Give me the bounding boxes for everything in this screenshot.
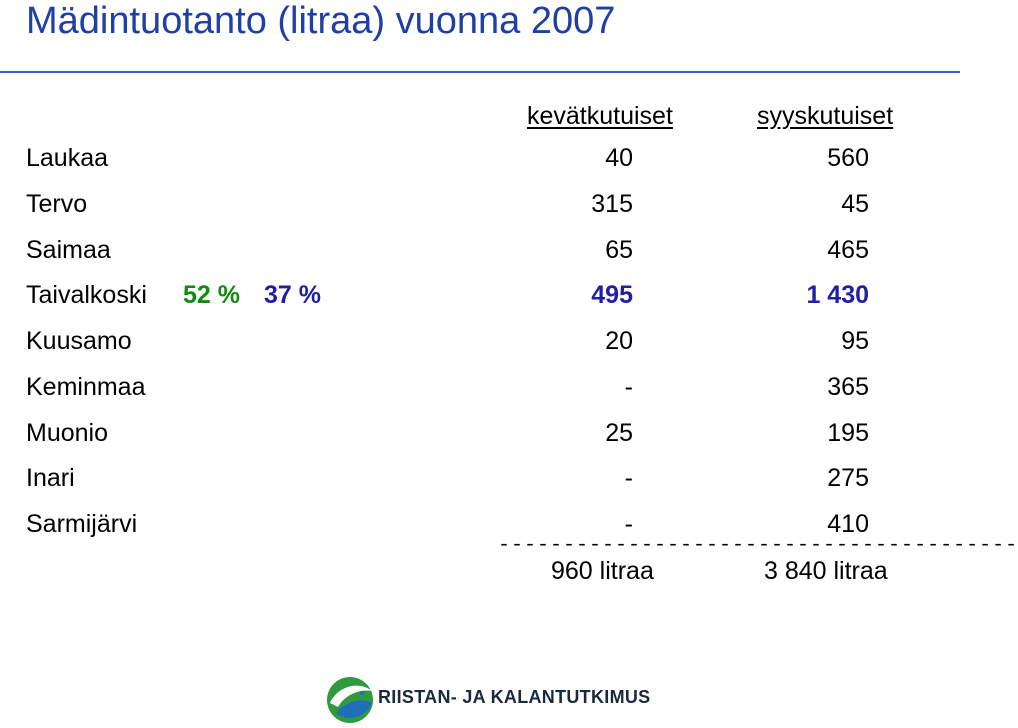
table-row-highlighted (0, 281, 960, 315)
spring-value: 495 (591, 281, 633, 309)
organization-logo (326, 673, 651, 725)
row-name: Inari (26, 464, 75, 492)
total-autumn: 3 840 litraa (764, 557, 888, 585)
autumn-value: 195 (827, 419, 869, 447)
row-name: Tervo (26, 190, 88, 218)
autumn-value: 410 (827, 510, 869, 538)
autumn-value: 560 (827, 144, 869, 172)
table-row (0, 419, 960, 453)
row-name: Taivalkoski (26, 281, 147, 309)
column-header-autumn: syyskutuiset (757, 102, 894, 130)
row-name: Muonio (26, 419, 108, 447)
row-name: Keminmaa (26, 373, 146, 401)
table-row (0, 373, 960, 407)
percentage-green: 52 % (183, 281, 240, 309)
page-title: Mädintuotanto (litraa) vuonna 2007 (26, 0, 616, 42)
spring-value: 25 (605, 419, 633, 447)
row-name: Kuusamo (26, 327, 132, 355)
spring-value: - (624, 373, 633, 401)
autumn-value: 365 (827, 373, 869, 401)
table-row (0, 464, 960, 498)
spring-value: - (624, 464, 633, 492)
autumn-value: 465 (827, 236, 869, 264)
table-row (0, 144, 960, 178)
column-header-spring: kevätkutuiset (527, 102, 673, 130)
autumn-value: 275 (827, 464, 869, 492)
table-row (0, 190, 960, 224)
spring-value: 40 (605, 144, 633, 172)
autumn-value: 95 (841, 327, 869, 355)
table-row (0, 236, 960, 270)
row-name: Sarmijärvi (26, 510, 138, 538)
row-name: Laukaa (26, 144, 109, 172)
spring-value: 315 (591, 190, 633, 218)
logo-text: RIISTAN- JA KALANTUTKIMUS (378, 687, 651, 707)
table-row (0, 327, 960, 361)
spring-value: - (624, 510, 633, 538)
total-spring: 960 litraa (551, 557, 654, 585)
autumn-value: 45 (841, 190, 869, 218)
autumn-value: 1 430 (806, 281, 869, 309)
title-divider (0, 71, 960, 73)
total-separator: ---------------------------------------- (498, 534, 1018, 557)
row-name: Saimaa (26, 236, 111, 264)
percentage-blue: 37 % (264, 281, 321, 309)
fish-logo-icon (326, 673, 376, 725)
spring-value: 65 (605, 236, 633, 264)
spring-value: 20 (605, 327, 633, 355)
